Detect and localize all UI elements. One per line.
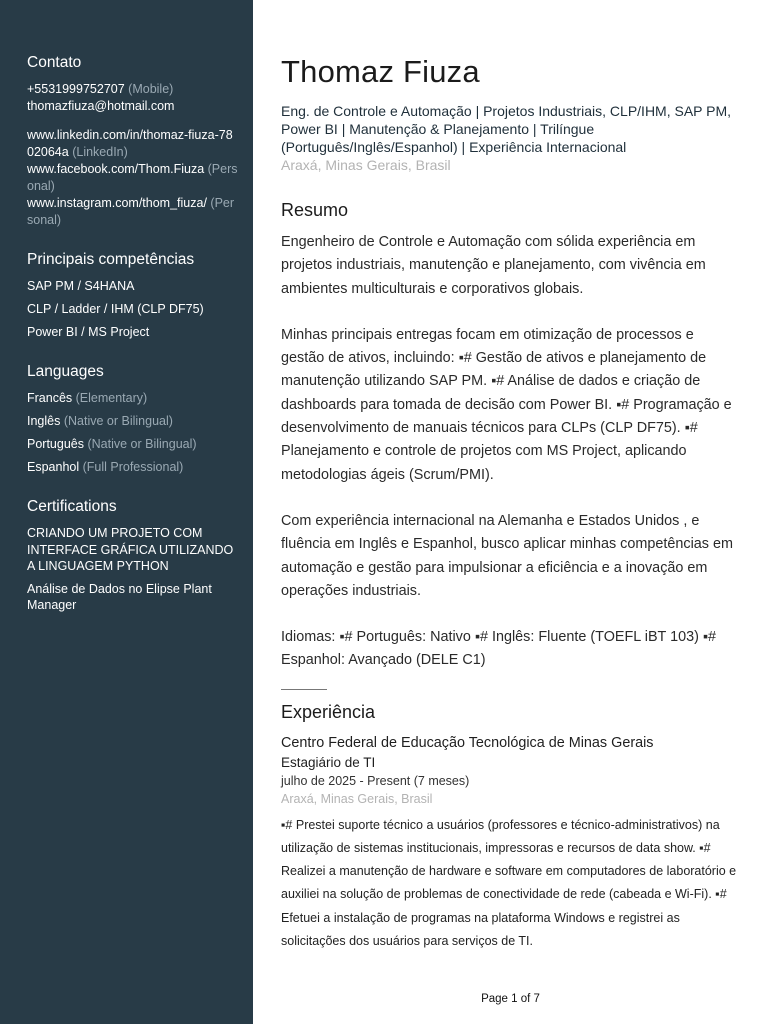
job-location: Araxá, Minas Gerais, Brasil [281, 791, 433, 806]
sidebar [0, 0, 253, 1024]
phone-line [27, 81, 239, 98]
language-level: (Full Professional) [82, 460, 184, 474]
summary-paragraph: Minhas principais entregas focam em otimização de processos e gestão de ativos, incluindo: ▪# Gestão de ativos e planejamento de manutenção utilizando SAP PM. ▪# Análise de dados e criação de dashboards para tomada de decisão com Power BI. ▪# Programação e desenvolvimento de manuais técnicos para CLPs (CLP DF75). ▪# Planejamento e controle de projetos com MS Project, aplicando metodologias ágeis (Scrum/PMI). [281, 326, 732, 483]
section-divider [281, 689, 327, 690]
linkedin-line [27, 127, 239, 161]
languages-section [27, 363, 239, 476]
linkedin-type: (LinkedIn) [72, 145, 128, 159]
instagram-line [27, 195, 239, 229]
language-name: Francês [27, 391, 73, 405]
facebook-line [27, 161, 239, 195]
language-name: Português [27, 437, 84, 451]
phone-type: (Mobile) [128, 82, 174, 96]
phone-number[interactable]: +5531999752707 [27, 82, 125, 96]
skill-item: SAP PM / S4HANA [27, 279, 135, 293]
job-description: ▪# Prestei suporte técnico a usuários (professores e técnico-administrativos) na utilização de sistemas institucionais, impressoras e recursos de data show. ▪# Realizei a manutenção de hardware e software em computadores de laboratório e auxiliei na solução de problemas de conectividade de rede (cabeada e Wi-Fi). ▪# Efetuei a instalação de programas na plataforma Windows e registrei as solicitações dos usuários para serviços de TI. [281, 817, 737, 948]
instagram-type: (Personal) [27, 196, 235, 227]
language-item [27, 459, 239, 476]
skill-item: Power BI / MS Project [27, 325, 150, 339]
facebook-type: (Personal) [27, 162, 238, 193]
main-content [253, 0, 768, 1024]
person-name: Thomaz Fiuza [281, 54, 480, 89]
facebook-link[interactable]: www.facebook.com/Thom.Fiuza [27, 162, 205, 176]
language-item [27, 390, 239, 407]
job-title: Estagiário de TI [281, 754, 376, 770]
language-item [27, 413, 239, 430]
summary-paragraph: Com experiência internacional na Alemanha e Estados Unidos , e fluência em Inglês e Espanhol, busco aplicar minhas competências em automação e gestão para impulsionar a eficiência e a inovação em operações industriais. [281, 512, 733, 599]
language-level: (Native or Bilingual) [63, 414, 173, 428]
linkedin-link[interactable]: www.linkedin.com/in/thomaz-fiuza-7802064a [27, 128, 233, 159]
languages-heading: Languages [27, 363, 104, 380]
skills-section [27, 251, 239, 341]
language-item [27, 436, 239, 453]
skill-item: CLP / Ladder / IHM (CLP DF75) [27, 302, 204, 316]
summary-languages: Idiomas: ▪# Português: Nativo ▪# Inglês: Fluente (TOEFL iBT 103) ▪# Espanhol: Avançado (DELE C1) [281, 629, 716, 669]
contact-heading: Contato [27, 54, 82, 71]
experience-heading: Experiência [281, 701, 376, 722]
certifications-heading: Certifications [27, 498, 117, 515]
certification-item: Análise de Dados no Elipse Plant Manager [27, 581, 212, 612]
language-name: Inglês [27, 414, 61, 428]
certifications-section [27, 498, 239, 614]
instagram-link[interactable]: www.instagram.com/thom_fiuza/ [27, 196, 207, 210]
contact-section [27, 54, 239, 229]
email-link[interactable]: thomazfiuza@hotmail.com [27, 99, 175, 113]
job-dates: julho de 2025 - Present (7 meses) [281, 773, 470, 788]
summary-heading: Resumo [281, 200, 349, 220]
summary-paragraph: Engenheiro de Controle e Automação com sólida experiência em projetos industriais, manutenção e planejamento, com vivência em ambientes multiculturais e corporativos globais. [281, 234, 706, 297]
page-number: Page 1 of 7 [481, 993, 540, 1005]
language-level: (Native or Bilingual) [87, 437, 197, 451]
certification-item: CRIANDO UM PROJETO COM INTERFACE GRÁFICA UTILIZANDO A LINGUAGEM PYTHON [27, 526, 234, 573]
job-entry [281, 733, 738, 953]
headline: Eng. de Controle e Automação | Projetos Industriais, CLP/IHM, SAP PM, Power BI | Manutenção & Planejamento | Trilíngue (Português/Inglês/Espanhol) | Experiência Internacional [281, 103, 732, 155]
job-company: Centro Federal de Educação Tecnológica de Minas Gerais [281, 734, 654, 751]
skills-heading: Principais competências [27, 251, 195, 268]
language-name: Espanhol [27, 460, 80, 474]
location: Araxá, Minas Gerais, Brasil [281, 157, 451, 173]
language-level: (Elementary) [75, 391, 148, 405]
